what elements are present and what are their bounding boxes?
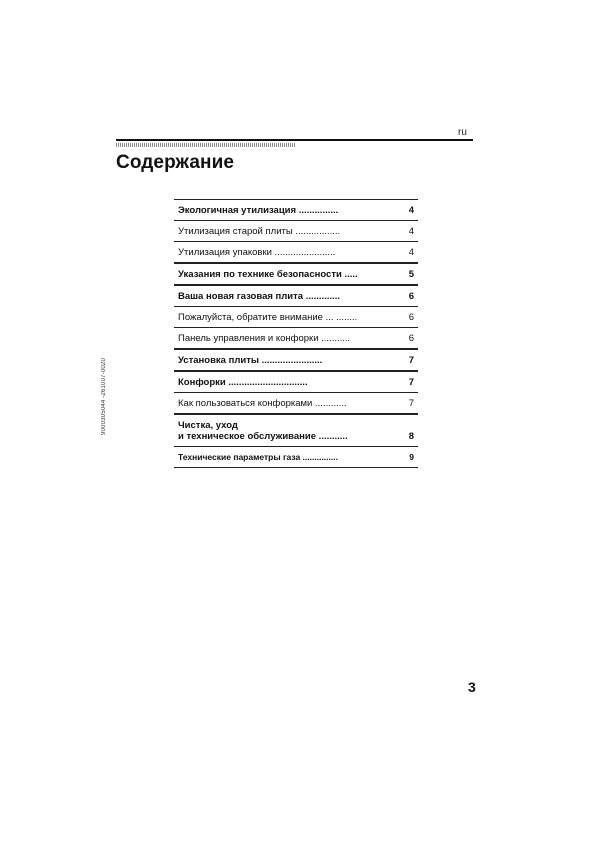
toc-row[interactable] (174, 372, 418, 393)
toc-label: Установка плиты ....................... (178, 355, 323, 366)
toc-page: 4 (408, 247, 414, 258)
toc-page: 7 (408, 355, 414, 366)
toc-row[interactable] (174, 200, 418, 221)
toc-page: 7 (408, 398, 414, 409)
toc-page: 5 (408, 269, 414, 280)
toc-row[interactable] (174, 393, 418, 415)
toc-page: 6 (408, 333, 414, 344)
toc-page: 8 (408, 431, 414, 442)
toc-row[interactable] (174, 286, 418, 307)
toc-row[interactable] (174, 447, 418, 468)
toc-label: Чистка, уход и техническое обслуживание ........... (178, 420, 348, 442)
header-hatch-decoration (116, 143, 296, 147)
toc-page: 4 (408, 205, 414, 216)
toc-label: Утилизация упаковки ....................... (178, 247, 336, 258)
toc-page: 9 (409, 452, 414, 462)
toc-label: Панель управления и конфорки ........... (178, 333, 351, 344)
header-rule (116, 139, 473, 141)
toc-row[interactable] (174, 307, 418, 328)
toc-label: Указания по технике безопасности ..... (178, 269, 358, 280)
page-number: 3 (468, 679, 476, 695)
toc-row[interactable] (174, 242, 418, 264)
language-code: ru (458, 127, 467, 138)
toc-row[interactable] (174, 350, 418, 372)
toc-row[interactable] (174, 415, 418, 447)
document-code: 9000305044 -261007-0020 (101, 358, 107, 436)
toc-label: Утилизация старой плиты ................. (178, 226, 341, 237)
toc-page: 7 (408, 377, 414, 388)
table-of-contents (174, 199, 418, 468)
toc-label: Технические параметры газа ............... (178, 452, 338, 462)
toc-label: Конфорки .............................. (178, 377, 308, 388)
toc-page: 4 (408, 226, 414, 237)
page-title: Содержание (116, 152, 235, 173)
toc-row[interactable] (174, 221, 418, 242)
toc-page: 6 (408, 291, 414, 302)
toc-page: 6 (408, 312, 414, 323)
toc-row[interactable] (174, 328, 418, 350)
toc-row[interactable] (174, 264, 418, 286)
toc-label: Ваша новая газовая плита ............. (178, 291, 341, 302)
toc-label: Как пользоваться конфорками ............ (178, 398, 347, 409)
toc-label: Экологичная утилизация ............... (178, 205, 339, 216)
toc-label: Пожалуйста, обратите внимание ... ........ (178, 312, 358, 323)
